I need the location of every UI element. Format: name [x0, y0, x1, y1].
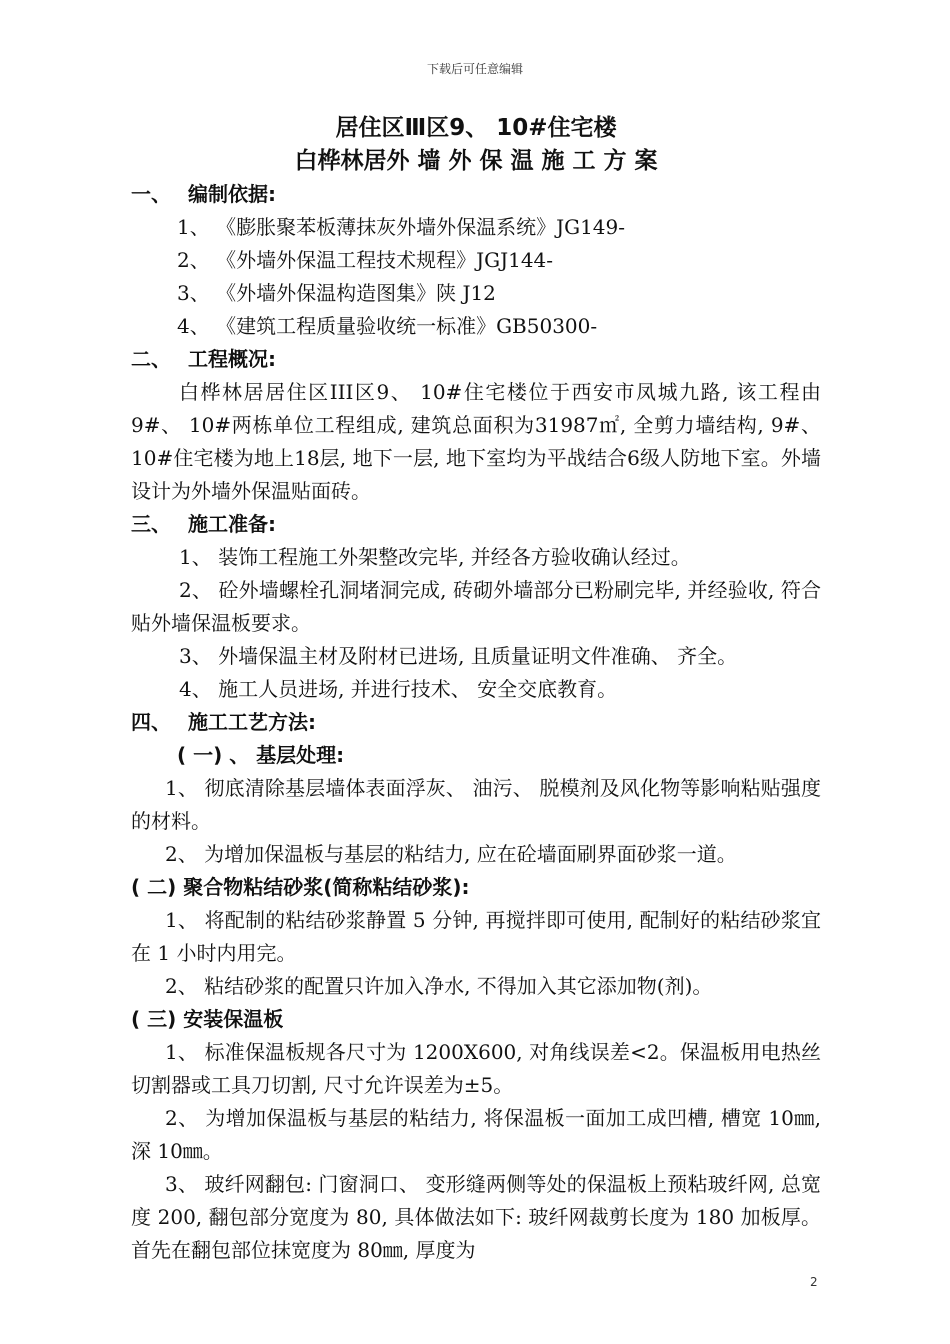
page-header: 下载后可任意编辑: [426, 62, 523, 76]
subsection-heading-install: ( 三) 安装保温板: [131, 1007, 284, 1031]
section-heading-process: [131, 706, 821, 739]
document-title-line1: 居住区Ⅲ区9、 10#住宅楼: [335, 115, 617, 141]
list-item: 1、 将配制的粘结砂浆静置 5 分钟, 再搅拌即可使用, 配制好的粘结砂浆宜在 1 小时内用完。: [131, 908, 821, 965]
section-number: 一、: [131, 182, 171, 206]
list-item: 2、 为增加保温板与基层的粘结力, 应在砼墙面刷界面砂浆一道。: [165, 842, 737, 866]
section-heading-preparation: [131, 508, 821, 541]
document-body: [131, 112, 821, 1267]
list-item: 1、 装饰工程施工外架整改完毕, 并经各方验收确认经过。: [179, 545, 691, 569]
list-item: 2、 粘结砂浆的配置只许加入净水, 不得加入其它添加物(剂)。: [165, 974, 713, 998]
section-number: 三、: [131, 512, 171, 536]
section-label: 编制依据:: [188, 182, 276, 206]
list-item: 3、 玻纤网翻包: 门窗洞口、 变形缝两侧等处的保温板上预粘玻纤网, 总宽度 200, 翻包部分宽度为 80, 具体做法如下: 玻纤网裁剪长度为 180 加板厚。首先在翻包部位抹宽度为 80㎜, 厚度为: [131, 1172, 821, 1262]
list-item: 1、 彻底清除基层墙体表面浮灰、 油污、 脱模剂及风化物等影响粘贴强度的材料。: [131, 776, 821, 833]
list-item: 2、 砼外墙螺栓孔洞堵洞完成, 砖砌外墙部分已粉刷完毕, 并经验收, 符合贴外墙保温板要求。: [131, 578, 821, 635]
section-heading-overview: [131, 343, 821, 376]
section-heading-basis: [131, 178, 821, 211]
list-item: 2、 《外墙外保温工程技术规程》JGJ144-: [177, 248, 554, 272]
list-item: 2、 为增加保温板与基层的粘结力, 将保温板一面加工成凹槽, 槽宽 10㎜, 深 10㎜。: [131, 1106, 821, 1163]
section-label: 工程概况:: [188, 347, 276, 371]
list-item: 3、 外墙保温主材及附材已进场, 且质量证明文件准确、 齐全。: [179, 644, 738, 668]
list-item: 3、 《外墙外保温构造图集》陕 J12: [177, 281, 496, 305]
list-item: 1、 标准保温板规各尺寸为 1200X600, 对角线误差<2。保温板用电热丝切割器或工具刀切割, 尺寸允许误差为±5。: [131, 1040, 821, 1097]
overview-paragraph: 白桦林居居住区III区9、 10#住宅楼位于西安市凤城九路, 该工程由9#、 10#两栋单位工程组成, 建筑总面积为31987㎡, 全剪力墙结构, 9#、 10#住宅楼为地上18层, 地下一层, 地下室均为平战结合6级人防地下室。外墙设计为外墙外保温贴面砖。: [131, 380, 821, 503]
subsection-heading-base: ( 一) 、 基层处理:: [177, 743, 345, 767]
list-item: 1、 《膨胀聚苯板薄抹灰外墙外保温系统》JG149-: [177, 215, 626, 239]
subsection-heading-mortar: ( 二) 聚合物粘结砂浆(简称粘结砂浆):: [131, 875, 470, 899]
document-title-line2: 白桦林居外 墙 外 保 温 施 工 方 案: [294, 148, 658, 174]
page-number: 2: [810, 1275, 818, 1289]
section-label: 施工工艺方法:: [188, 710, 316, 734]
section-number: 四、: [131, 710, 171, 734]
list-item: 4、 施工人员进场, 并进行技术、 安全交底教育。: [179, 677, 618, 701]
list-item: 4、 《建筑工程质量验收统一标准》GB50300-: [177, 314, 598, 338]
section-number: 二、: [131, 347, 171, 371]
section-label: 施工准备:: [188, 512, 276, 536]
